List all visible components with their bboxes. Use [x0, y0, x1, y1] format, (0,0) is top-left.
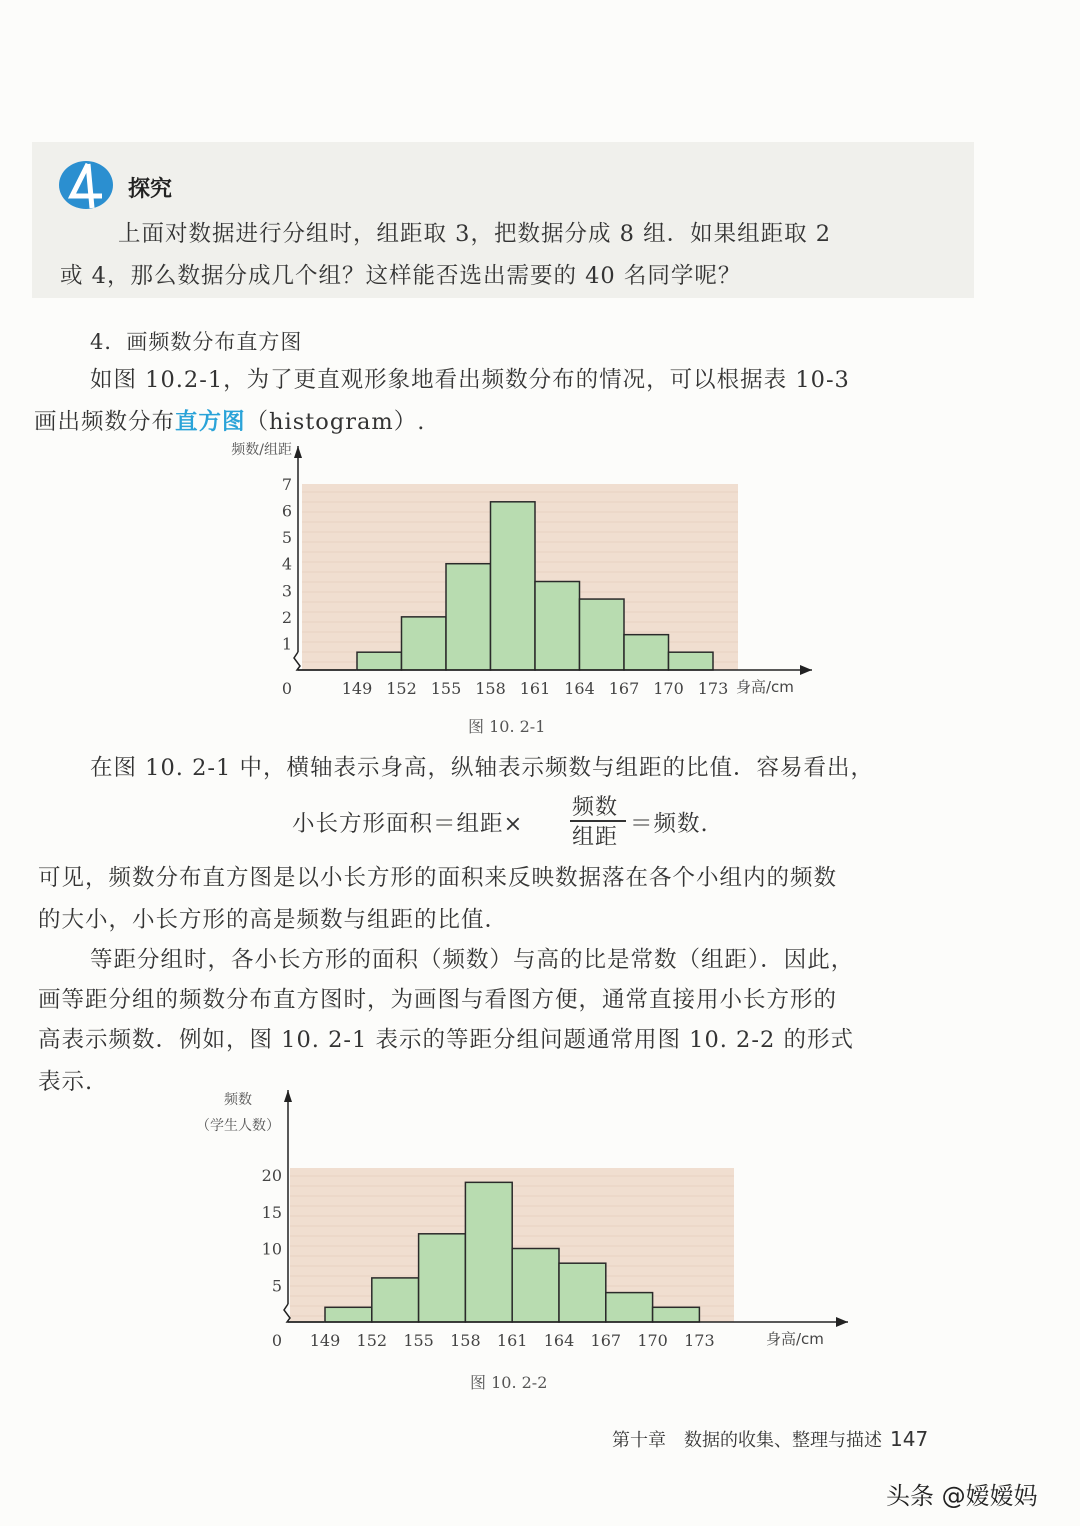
body-paragraph-2-line-2: 的大小，小长方形的高是频数与组距的比值．: [38, 907, 509, 933]
x-axis-label: 身高/cm: [736, 678, 794, 696]
histogram-bar: [372, 1278, 419, 1322]
y-tick-label: 4: [281, 554, 292, 574]
histogram-bar: [512, 1249, 559, 1323]
histogram-bar: [653, 1307, 700, 1322]
body-paragraph-3-line-4: 表示.: [38, 1069, 94, 1095]
formula-numerator: 频数: [572, 795, 619, 820]
x-tick-label: 155: [403, 1331, 434, 1350]
x-tick-label: 158: [475, 679, 506, 698]
y-tick-label: 0: [281, 679, 292, 698]
y-tick-label: 15: [261, 1202, 282, 1222]
x-tick-label: 170: [653, 679, 684, 698]
y-axis-label: 频数/组距: [231, 442, 292, 458]
body-paragraph-3-line-2: 画等距分组的频数分布直方图时，为画图与看图方便，通常直接用小长方形的: [38, 987, 838, 1013]
y-tick-label: 5: [281, 528, 292, 548]
chapter-title: 第十章 数据的收集、整理与描述: [612, 1430, 882, 1451]
x-tick-label: 152: [386, 679, 417, 698]
watermark: 头条 @嫒嫒妈: [886, 1482, 1038, 1510]
y-axis-arrow: [284, 1090, 292, 1102]
x-tick-label: 161: [519, 679, 551, 698]
intro-line-1: 如图 10.2-1，为了更直观形象地看出频数分布的情况，可以根据表 10-3: [90, 367, 850, 393]
y-tick-label: 5: [271, 1276, 282, 1296]
x-axis-label: 身高/cm: [766, 1330, 824, 1348]
y-tick-label: 2: [281, 607, 292, 627]
formula-post: ＝频数.: [630, 811, 709, 837]
body-paragraph-3-line-1: 等距分组时，各小长方形的面积（频数）与高的比是常数（组距）．因此，: [90, 947, 855, 973]
explore-line-1: 上面对数据进行分组时，组距取 3，把数据分成 8 组．如果组距取 2: [118, 221, 832, 247]
page-footer: [612, 1426, 928, 1452]
figure-1-caption: 图 10. 2-1: [468, 717, 546, 736]
page-number: 147: [890, 1427, 929, 1451]
x-tick-label: 164: [564, 679, 595, 698]
x-axis-arrow: [836, 1317, 848, 1327]
x-tick-label: 167: [608, 679, 640, 698]
y-tick-label: 7: [281, 475, 292, 494]
x-tick-label: 167: [590, 1331, 622, 1350]
x-tick-label: 155: [430, 679, 462, 698]
figure-2-caption: 图 10. 2-2: [470, 1373, 548, 1392]
body-paragraph-3-line-3: 高表示频数．例如，图 10. 2-1 表示的等距分组问题通常用图 10. 2-2 的形式: [38, 1027, 854, 1053]
section-heading: 4．画频数分布直方图: [90, 330, 303, 354]
term-histogram: 直方图: [175, 409, 246, 435]
histogram-bar: [606, 1293, 653, 1322]
intro-line-2-pre: 画出频数分布: [34, 409, 176, 435]
x-tick-label: 170: [637, 1331, 668, 1350]
explore-title: 探究: [128, 177, 173, 202]
x-tick-label: 158: [450, 1331, 481, 1350]
y-tick-label: 0: [271, 1331, 282, 1350]
y-tick-label: 1: [281, 634, 292, 654]
x-tick-label: 161: [496, 1331, 528, 1350]
x-tick-label: 164: [543, 1331, 575, 1350]
body-paragraph-1: 在图 10. 2-1 中，横轴表示身高，纵轴表示频数与组距的比值．容易看出，: [90, 755, 874, 781]
intro-line-2-post: （histogram）.: [245, 409, 426, 435]
formula-pre: 小长方形面积＝组距×: [292, 811, 524, 837]
x-tick-label: 149: [341, 679, 373, 698]
y-axis-label-line-1: 频数: [224, 1092, 252, 1108]
histogram-bar: [419, 1234, 466, 1322]
formula-denominator: 组距: [572, 825, 619, 850]
x-tick-label: 173: [697, 679, 729, 698]
x-tick-label: 149: [309, 1331, 341, 1350]
y-axis-label-line-2: （学生人数）: [196, 1118, 280, 1134]
y-tick-label: 20: [261, 1166, 282, 1185]
y-tick-label: 10: [261, 1239, 282, 1259]
y-tick-label: 3: [281, 581, 292, 601]
body-paragraph-2-line-1: 可见，频数分布直方图是以小长方形的面积来反映数据落在各个小组内的频数: [38, 865, 838, 891]
y-tick-label: 6: [281, 501, 292, 521]
histogram-bar: [465, 1182, 512, 1322]
explore-line-2: 或 4，那么数据分成几个组？这样能否选出需要的 40 名同学呢？: [60, 263, 742, 289]
x-tick-label: 173: [684, 1331, 715, 1350]
histogram-bar: [325, 1307, 372, 1322]
x-tick-label: 152: [356, 1331, 388, 1350]
histogram-bar: [559, 1263, 606, 1322]
